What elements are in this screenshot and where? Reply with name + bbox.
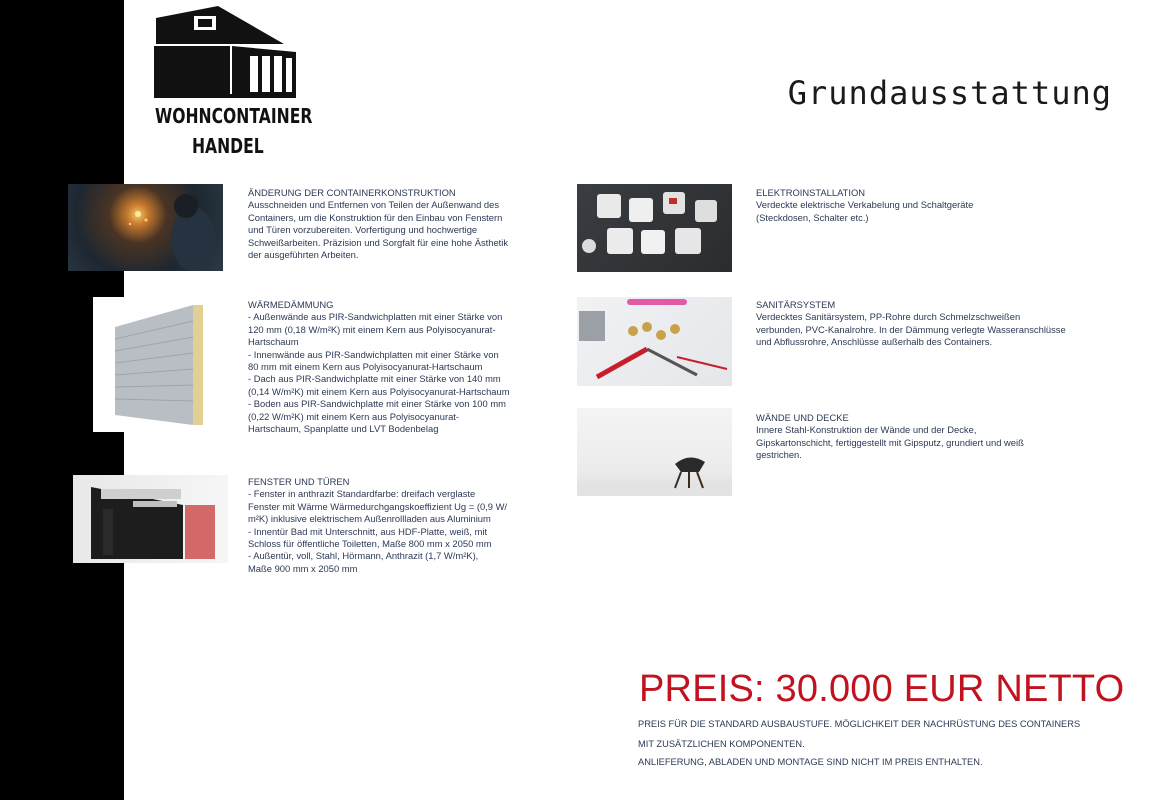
electrical-photo <box>577 184 732 272</box>
feature-electrical <box>756 187 1096 224</box>
container-house-icon <box>154 4 296 100</box>
feature-windows-body: - Fenster in anthrazit Standardfarbe: dreifach verglaste Fenster mit Wärme Wärmedurchgangskoeffizient Ug = (0,9 W/ m²K) inklusive elektrischem Außenrollladen aus Aluminium - Innentür Bad mit Unterschnitt, aus HDF-Platte, weiß, mit Schloss für öffentliche Toiletten, Maße 800 mm x 2050 mm - Außentür, voll, Stahl, Hörmann, Anthrazit (1,7 W/m²K), Maße 900 mm x 2050 mm <box>248 488 508 574</box>
feature-construction <box>248 187 548 261</box>
feature-insulation <box>248 299 548 435</box>
price-note-line1: PREIS FÜR DIE STANDARD AUSBAUSTUFE. MÖGLICHKEIT DER NACHRÜSTUNG DES CONTAINERS <box>638 719 1081 729</box>
feature-construction-heading: ÄNDERUNG DER CONTAINERKONSTRUKTION <box>248 187 456 198</box>
feature-windows-heading: FENSTER UND TÜREN <box>248 476 350 487</box>
feature-sanitary <box>756 299 1116 349</box>
feature-walls <box>756 412 1096 462</box>
insulation-panel-photo <box>93 297 223 432</box>
logo-text-line1: WOHNCONTAINER <box>155 104 313 128</box>
feature-electrical-body: Verdeckte elektrische Verkabelung und Schaltgeräte (Steckdosen, Schalter etc.) <box>756 199 974 223</box>
window-profile-photo <box>73 475 228 563</box>
page-title: Grundausstattung <box>787 74 1112 112</box>
price-note-line2: MIT ZUSÄTZLICHEN KOMPONENTEN. <box>638 739 805 749</box>
feature-sanitary-heading: SANITÄRSYSTEM <box>756 299 836 310</box>
welding-photo <box>68 184 223 271</box>
company-logo <box>150 4 313 160</box>
feature-windows <box>248 476 548 575</box>
feature-insulation-body: - Außenwände aus PIR-Sandwichplatten mit einer Stärke von 120 mm (0,18 W/m²K) mit einem Kern aus Polyisocyanurat- Hartschaum - Innenwände aus PIR-Sandwichplatten mit einer Stärke von 80 mm mit einem Kern aus Polyisocyanurat-Hartschaum - Dach aus PIR-Sandwichplatte mit einer Stärke von 140 mm (0,14 W/m²K) mit einem Kern aus Polyisocyanurat-Hartschaum - Boden aus PIR-Sandwichplatte mit einer Stärke von 100 mm (0,22 W/m²K) mit einem Kern aus Polyisocyanurat- Hartschaum, Spanplatte und LVT Bodenbelag <box>248 311 510 435</box>
feature-sanitary-body: Verdecktes Sanitärsystem, PP-Rohre durch Schmelzschweißen verbunden, PVC-Kanalrohre. In der Dämmung verlegte Wasseranschlüsse und Abflussrohre, Anschlüsse außerhalb des Containers. <box>756 311 1066 348</box>
feature-insulation-heading: WÄRMEDÄMMUNG <box>248 299 334 310</box>
feature-walls-body: Innere Stahl-Konstruktion der Wände und der Decke, Gipskartonschicht, fertiggestellt mit Gipsputz, grundiert und weiß gestrichen. <box>756 424 1024 461</box>
feature-walls-heading: WÄNDE UND DECKE <box>756 412 849 423</box>
price-headline: PREIS: 30.000 EUR NETTO <box>639 668 1125 710</box>
interior-room-photo <box>577 408 732 496</box>
feature-electrical-heading: ELEKTROINSTALLATION <box>756 187 866 198</box>
logo-text-line2: HANDEL <box>192 134 264 158</box>
price-note-line3: ANLIEFERUNG, ABLADEN UND MONTAGE SIND NICHT IM PREIS ENTHALTEN. <box>638 757 983 767</box>
plumbing-photo <box>577 297 732 386</box>
feature-construction-body: Ausschneiden und Entfernen von Teilen der Außenwand des Containers, um die Konstruktion für den Einbau von Fenstern und Türen vorzubereiten. Vorfertigung und hochwertige Schweißarbeiten. Präzision und Sorgfalt für eine hohe Ästhetik der ausgeführten Arbeiten. <box>248 199 509 261</box>
